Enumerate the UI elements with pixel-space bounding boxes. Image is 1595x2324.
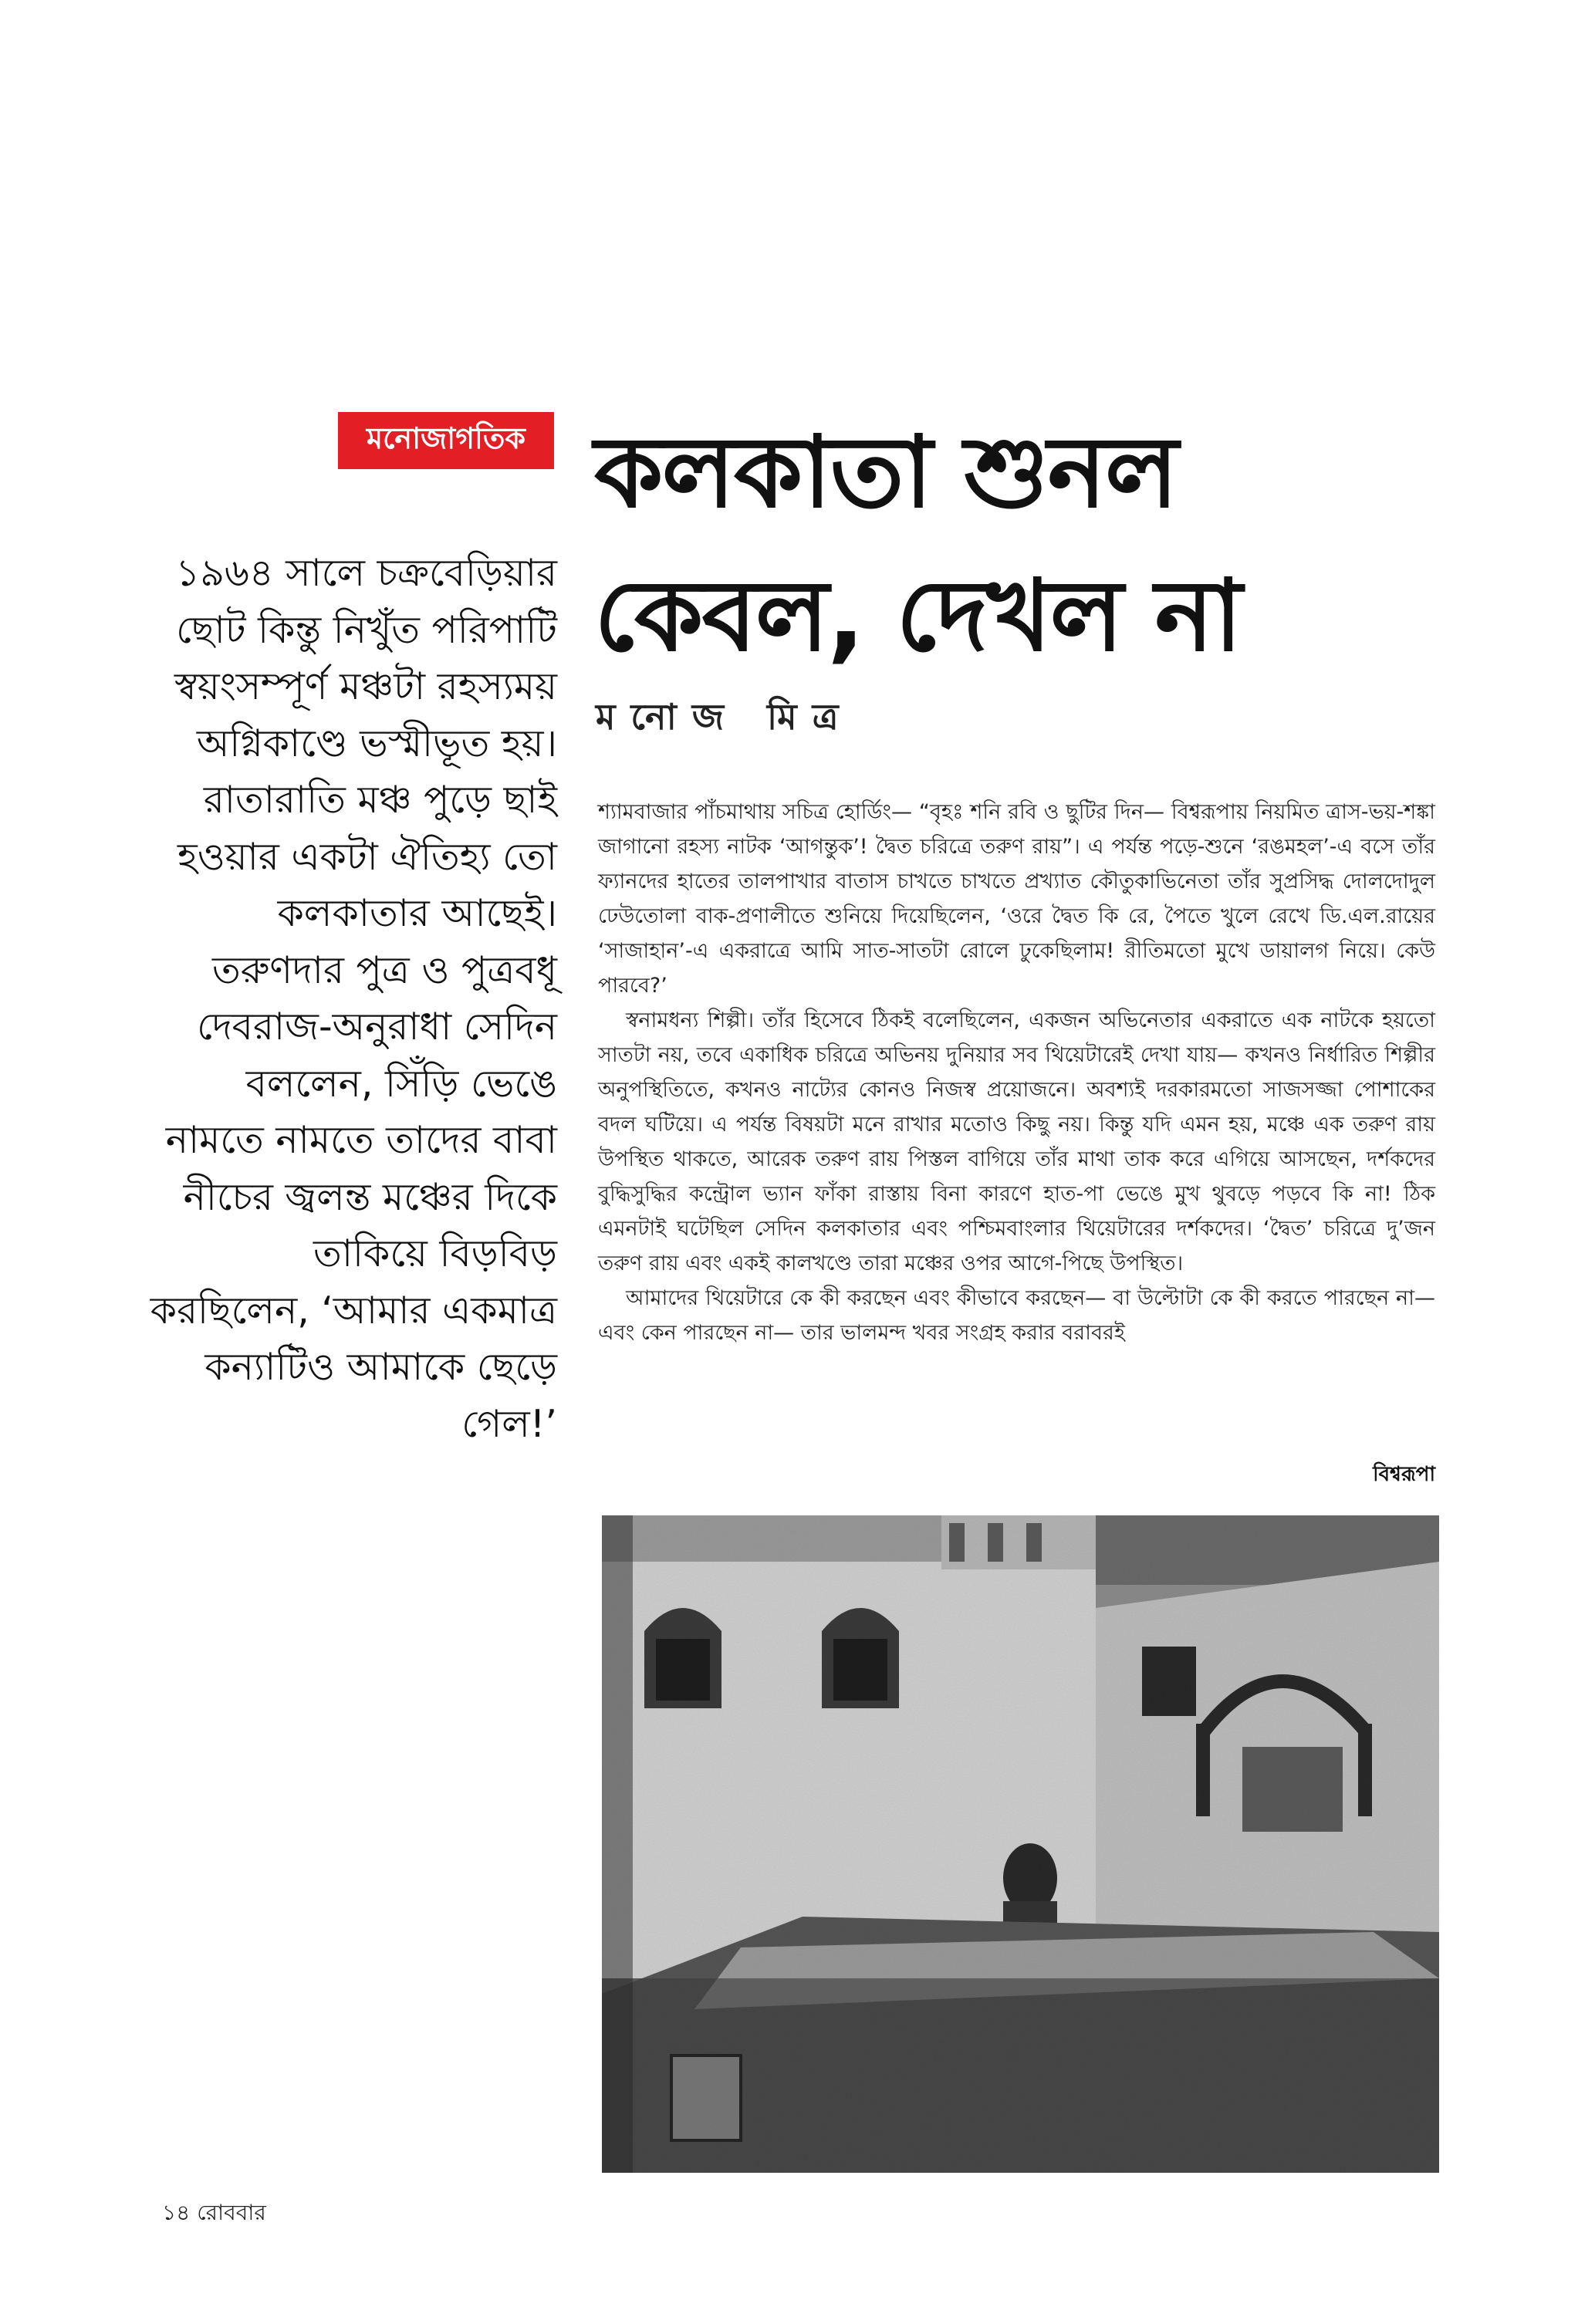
- page-folio: ১৪ রোববার: [162, 2200, 266, 2225]
- body-paragraph: শ্যামবাজার পাঁচমাথায় সচিত্র হোর্ডিং— “বৃহঃ শনি রবি ও ছুটির দিন— বিশ্বরূপায় নিয়মিত ত্রাস-ভয়-শঙ্কা জাগানো রহস্য নাটক ‘আগন্তুক’! দ্বৈত চরিত্রে তরুণ রায়”। এ পর্যন্ত পড়ে-শুনে ‘রঙমহল’-এ বসে তাঁর ফ্যানদের হাতের তালপাখার বাতাস চাখতে চাখতে প্রখ্যাত কৌতুকাভিনেতা তাঁর সুপ্রসিদ্ধ দোলদোদুল ঢেউতোলা বাক-প্রণালীতে শুনিয়ে দিয়েছিলেন, ‘ওরে দ্বৈত কি রে, পৈতে খুলে রেখে ডি.এল.রায়ের ‘সাজাহান’-এ একরাত্রে আমি সাত-সাতটা রোলে ঢুকেছিলাম! রীতিমতো মুখে ডায়ালগ নিয়ে। কেউ পারবে?’: [598, 800, 1435, 998]
- body-paragraph: স্বনামধন্য শিল্পী। তাঁর হিসেবে ঠিকই বলেছিলেন, একজন অভিনেতার একরাতে এক নাটকে হয়তো সাতটা নয়, তবে একাধিক চরিত্রে অভিনয় দুনিয়ার সব থিয়েটারেই দেখা যায়— কখনও নির্ধারিত শিল্পীর অনুপস্থিতিতে, কখনও নাট্যের কোনও নিজস্ব প্রয়োজনে। অবশ্যই দরকারমতো সাজসজ্জা পোশাকের বদল ঘটিয়ে। এ পর্যন্ত বিষয়টা মনে রাখার মতোও কিছু নয়। কিন্তু যদি এমন হয়, মঞ্চে এক তরুণ রায় উপস্থিত থাকতে, আরেক তরুণ রায় পিস্তল বাগিয়ে তাঁর মাথা তাক করে এগিয়ে আসছেন, দর্শকদের বুদ্ধিসুদ্ধির কন্ট্রোল ভ্যান ফাঁকা রাস্তায় বিনা কারণে হাত-পা ভেঙে মুখ থুবড়ে পড়বে কি না! ঠিক এমনটাই ঘটেছিল সেদিন কলকাতার এবং পশ্চিমবাংলার থিয়েটারের দর্শকদের। ‘দ্বৈত’ চরিত্রে দু’জন তরুণ রায় এবং একই কালখণ্ডে তারা মঞ্চের ওপর আগে-পিছে উপস্থিত।: [598, 1008, 1435, 1275]
- headline: [594, 401, 1520, 688]
- theatre-photo: [602, 1515, 1439, 2173]
- pull-quote: ১৯৬৪ সালে চক্রবেড়িয়ার ছোট কিন্তু নিখুঁত পরিপাটি স্বয়ংসম্পূর্ণ মঞ্চটা রহস্যময় অগ্নিকাণ্ডে ভস্মীভূত হয়। রাতারাতি মঞ্চ পুড়ে ছাই হওয়ার একটা ঐতিহ্য তো কলকাতার আছেই। তরুণদার পুত্র ও পুত্রবধূ দেবরাজ-অনুরাধা সেদিন বললেন, সিঁড়ি ভেঙে নামতে নামতে তাদের বাবা নীচের জ্বলন্ত মঞ্চের দিকে তাকিয়ে বিড়বিড় করছিলেন, ‘আমার একমাত্র কন্যাটিও আমাকে ছেড়ে গেল!’: [150, 551, 557, 1446]
- section-tag: মনোজাগতিক: [338, 412, 554, 469]
- photo-caption: বিশ্বরূপা: [1373, 1463, 1435, 1486]
- headline-line-1: কলকাতা শুনল: [594, 415, 1178, 530]
- author-byline: মনোজ মিত্র: [596, 696, 854, 738]
- body-paragraph: আমাদের থিয়েটারে কে কী করছেন এবং কীভাবে করছেন— বা উল্টোটা কে কী করতে পারছেন না— এবং কেন পারছেন না— তার ভালমন্দ খবর সংগ্রহ করার বরাবরই: [598, 1286, 1435, 1345]
- headline-line-2: কেবল, দেখল না: [594, 559, 1241, 674]
- article-body: [598, 795, 1435, 1350]
